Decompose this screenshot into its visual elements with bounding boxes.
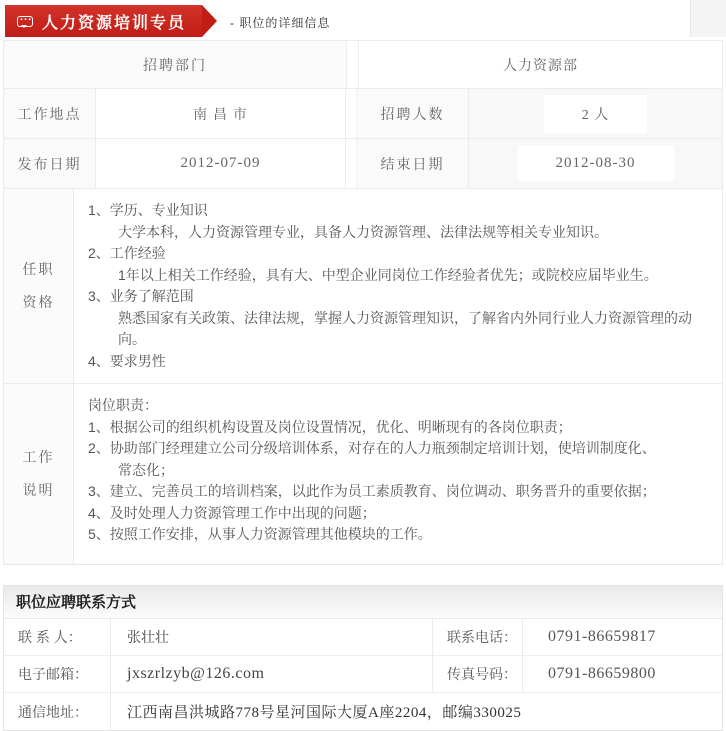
publish-date-label: 发布日期 bbox=[4, 139, 96, 188]
email-label: 电子邮箱： bbox=[18, 666, 88, 682]
phone-value: 0791-86659817 bbox=[522, 619, 722, 655]
job-description-content bbox=[74, 384, 722, 564]
banner-subtitle: - 职位的详细信息 bbox=[230, 16, 331, 30]
job-description-label bbox=[4, 384, 74, 564]
end-date-value: 2012-08-30 bbox=[518, 146, 674, 181]
job-description-label-line1: 工作 bbox=[22, 449, 55, 465]
qualifications-label-line1: 任职 bbox=[22, 261, 55, 277]
contact-section bbox=[3, 585, 723, 731]
page-header bbox=[0, 0, 726, 40]
contact-section-title: 职位应聘联系方式 bbox=[4, 586, 722, 619]
column-gap bbox=[346, 89, 356, 138]
row-location-headcount bbox=[4, 89, 722, 139]
list-line: 2、工作经验 bbox=[88, 245, 166, 261]
department-value: 人力资源部 bbox=[358, 41, 722, 88]
contact-person-value: 张壮壮 bbox=[110, 619, 432, 655]
publish-date-value: 2012-07-09 bbox=[96, 139, 346, 188]
qualifications-label bbox=[4, 189, 74, 383]
contact-row-address bbox=[4, 693, 722, 730]
end-date-cell bbox=[469, 139, 722, 188]
location-label: 工作地点 bbox=[4, 89, 96, 138]
row-qualifications bbox=[4, 189, 722, 384]
list-line: 1、根据公司的组织机构设置及岗位设置情况，优化、明晰现有的各岗位职责； bbox=[88, 418, 572, 435]
list-line: 1、学历、专业知识 bbox=[88, 202, 208, 218]
list-line: 常态化； bbox=[118, 461, 174, 478]
qualifications-label-line2: 资格 bbox=[22, 294, 55, 310]
email-value: jxszrlzyb@126.com bbox=[110, 656, 432, 692]
contact-row-person-phone bbox=[4, 619, 722, 656]
fax-value: 0791-86659800 bbox=[522, 656, 722, 692]
department-label: 招聘部门 bbox=[4, 41, 347, 88]
list-line: 3、建立、完善员工的培训档案，以此作为员工素质教育、岗位调动、职务晋升的重要依据； bbox=[88, 483, 656, 499]
headcount-label: 招聘人数 bbox=[356, 89, 469, 138]
address-value: 江西南昌洪城路778号星河国际大厦A座2204，邮编330025 bbox=[110, 693, 722, 730]
contact-row-email-fax bbox=[4, 656, 722, 693]
list-line: 熟悉国家有关政策、法律法规，掌握人力资源管理知识，了解省内外同行业人力资源管理的动向。 bbox=[118, 309, 692, 347]
list-line: 4、要求男性 bbox=[88, 352, 166, 369]
job-title-banner bbox=[5, 5, 202, 37]
headcount-cell bbox=[469, 89, 722, 138]
list-line: 4、及时处理人力资源管理工作中出现的问题； bbox=[88, 504, 376, 521]
list-line: 大学本科，人力资源管理专业，具备人力资源管理、法律法规等相关专业知识。 bbox=[118, 223, 608, 240]
headcount-value: 2 人 bbox=[544, 95, 648, 133]
column-gap bbox=[347, 41, 358, 88]
location-value: 南 昌 市 bbox=[96, 89, 346, 138]
job-title: 人力资源培训专员 bbox=[42, 14, 187, 32]
job-info-table bbox=[3, 40, 723, 565]
row-department bbox=[4, 41, 722, 89]
row-job-description bbox=[4, 384, 722, 564]
fax-label: 传真号码： bbox=[432, 656, 522, 692]
qualifications-content bbox=[74, 189, 722, 383]
top-right-decoration bbox=[690, 0, 726, 37]
list-line: 岗位职责： bbox=[88, 397, 158, 413]
row-dates bbox=[4, 139, 722, 189]
end-date-label: 结束日期 bbox=[356, 139, 469, 188]
list-line: 3、业务了解范围 bbox=[88, 288, 194, 304]
list-line: 1年以上相关工作经验，具有大、中型企业同岗位工作经验者优先；或院校应届毕业生。 bbox=[118, 266, 658, 283]
list-line: 5、按照工作安排，从事人力资源管理其他模块的工作。 bbox=[88, 526, 432, 542]
phone-label: 联系电话： bbox=[432, 619, 522, 655]
list-line: 2、协助部门经理建立公司分级培训体系，对存在的人力瓶颈制定培训计划，使培训制度化、 bbox=[88, 440, 656, 456]
contact-person-label: 联 系 人： bbox=[18, 629, 82, 645]
job-description-label-line2: 说明 bbox=[22, 482, 55, 498]
address-label: 通信地址： bbox=[18, 703, 88, 720]
column-gap bbox=[346, 139, 356, 188]
speech-bubble-icon bbox=[17, 16, 33, 27]
